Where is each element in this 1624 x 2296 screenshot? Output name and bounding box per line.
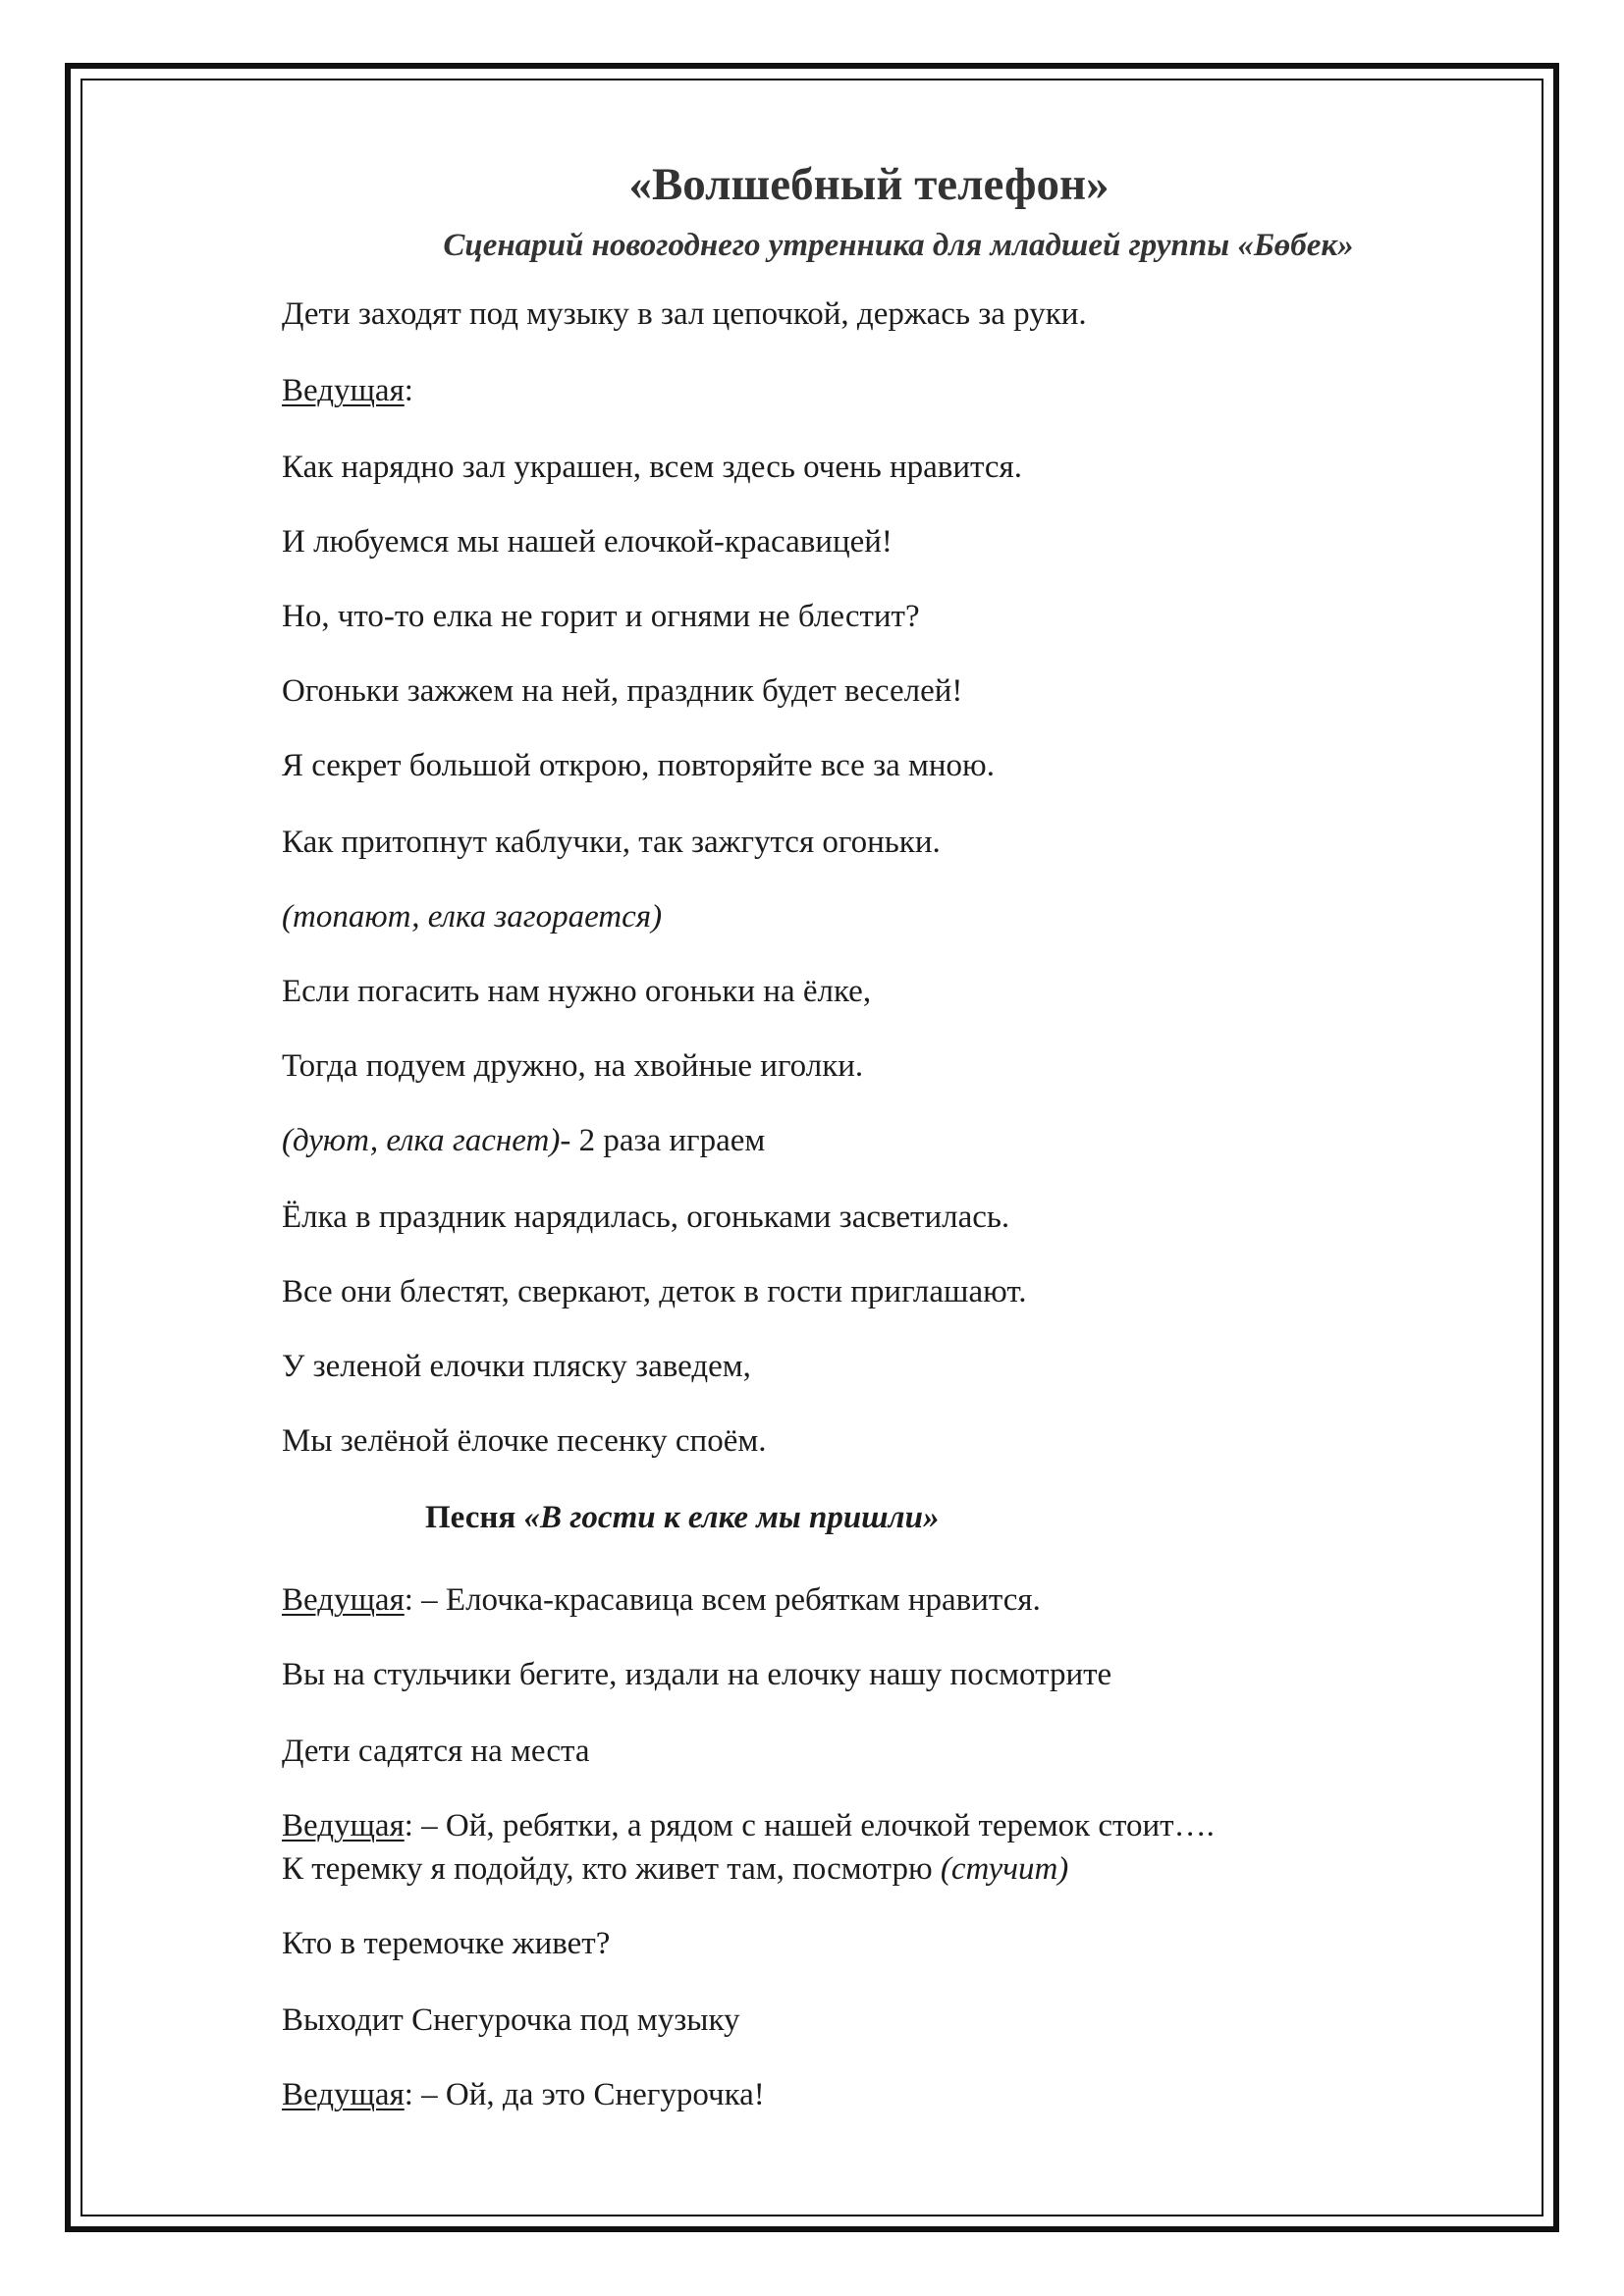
- verse-line: Мы зелёной ёлочке песенку споём.: [282, 1423, 767, 1459]
- stage-direction: Выходит Снегурочка под музыку: [282, 2002, 740, 2038]
- stage-direction: Дети заходят под музыку в зал цепочкой, держась за руки.: [282, 296, 1087, 332]
- verse-line: Но, что-то елка не горит и огнями не блестит?: [282, 599, 920, 634]
- stage-direction-line: [282, 1121, 765, 1160]
- speaker-colon: :: [404, 373, 413, 408]
- speaker-label: Ведущая: [282, 1582, 405, 1618]
- speaker-text: : – Елочка-красавица всем ребяткам нравится.: [404, 1582, 1041, 1618]
- verse-line: Вы на стульчики бегите, издали на елочку нашу посмотрите: [282, 1657, 1112, 1692]
- speaker-line: [282, 371, 413, 410]
- document-title: «Волшебный телефон»: [628, 159, 1110, 210]
- speaker-text: : – Ой, да это Снегурочка!: [404, 2077, 765, 2112]
- verse-line: Огоньки зажжем на ней, праздник будет веселей!: [282, 673, 963, 709]
- speaker-text: : – Ой, ребятки, а рядом с нашей елочкой теремок стоит….: [404, 1808, 1215, 1843]
- speaker-line: [282, 1806, 1215, 1845]
- stage-note: - 2 раза играем: [560, 1123, 766, 1158]
- verse-text: К теремку я подойду, кто живет там, посмотрю: [282, 1851, 941, 1887]
- verse-line: Если погасить нам нужно огоньки на ёлке,: [282, 974, 872, 1009]
- speaker-line: [282, 1580, 1041, 1620]
- verse-line: Все они блестят, сверкают, деток в гости приглашают.: [282, 1274, 1027, 1309]
- stage-direction: (топают, елка загорается): [282, 899, 663, 934]
- song-name: «В гости к елке мы пришли»: [523, 1500, 940, 1535]
- verse-line: Кто в теремочке живет?: [282, 1926, 611, 1961]
- verse-line: Тогда подуем дружно, на хвойные иголки.: [282, 1048, 864, 1084]
- verse-line: У зеленой елочки пляску заведем,: [282, 1349, 751, 1384]
- stage-direction: (стучит): [940, 1851, 1069, 1887]
- speaker-label: Ведущая: [282, 2077, 405, 2112]
- verse-line: Я секрет большой открою, повторяйте все за мною.: [282, 748, 995, 783]
- stage-direction: (дуют, елка гаснет): [282, 1123, 561, 1158]
- verse-line: [282, 1849, 1068, 1889]
- song-prefix: Песня: [425, 1500, 524, 1535]
- verse-line: И любуемся мы нашей елочкой-красавицей!: [282, 524, 893, 560]
- song-heading: [425, 1498, 939, 1537]
- speaker-label: Ведущая: [282, 1808, 405, 1843]
- verse-line: Как нарядно зал украшен, всем здесь очень нравится.: [282, 450, 1022, 485]
- speaker-line: [282, 2075, 765, 2114]
- stage-direction: Дети садятся на места: [282, 1734, 590, 1769]
- verse-line: Как притопнут каблучки, так зажгутся огоньки.: [282, 825, 941, 860]
- speaker-label: Ведущая: [282, 373, 405, 408]
- verse-line: Ёлка в праздник нарядилась, огоньками засветилась.: [282, 1200, 1010, 1235]
- document-subtitle: Сценарий новогоднего утренника для младшей группы «Бөбек»: [443, 228, 1354, 263]
